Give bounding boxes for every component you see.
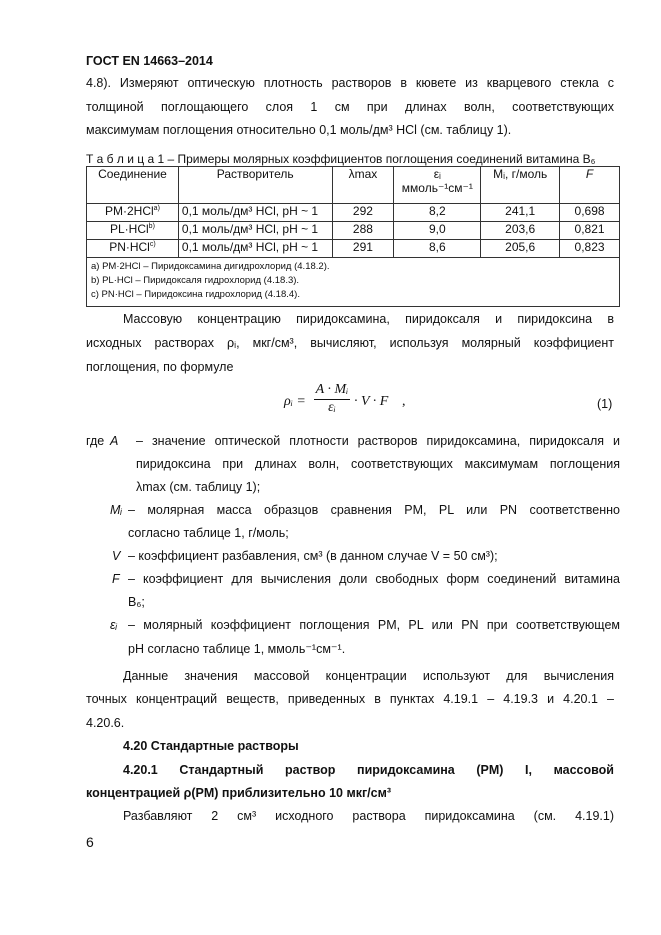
def-v-line-1: – коэффициент разбавления, см³ (в данном случае V = 50 см³); (128, 549, 498, 563)
def-a-line-2: пиридоксина при длинах волн, соответствующих максимумам поглощения (136, 457, 620, 471)
equation-number: (1) (597, 397, 613, 411)
intro-line-2: толщиной поглощающего слоя 1 см при длинах волн, соответствующих (86, 100, 614, 114)
formula-lhs: ρᵢ = (284, 394, 306, 409)
para2-line-1: Данные значения массовой концентрации используют для вычисления (123, 669, 614, 683)
cell-epsilon: 8,2 (394, 204, 481, 222)
footnote-c: c) PN·HCl – Пиридоксина гидрохлорид (4.18.4). (91, 289, 300, 300)
def-f-line-2: B₆; (128, 595, 145, 609)
cell-molar-mass: 205,6 (481, 240, 560, 258)
section-heading: 4.20 Стандартные растворы (123, 739, 299, 753)
table-row (87, 222, 620, 240)
footnote-a: a) PM·2HCl – Пиридоксамина дигидрохлорид (4.18.2). (91, 261, 330, 272)
absorption-table (86, 166, 620, 307)
document-header: ГОСТ EN 14663–2014 (86, 54, 213, 68)
table-row (87, 240, 620, 258)
formula-rest: · V · F (354, 394, 389, 409)
cell-molar-mass: 241,1 (481, 204, 560, 222)
formula-fraction (314, 382, 350, 416)
cell-molar-mass: 203,6 (481, 222, 560, 240)
cell-compound: PL·HCl$^{b)}$ (87, 222, 179, 240)
def-m-line-1: – молярная масса образцов сравнения PM, PL или PN соответственно (128, 503, 620, 517)
table-header-row (87, 167, 620, 204)
cell-compound: PN·HCl$^{c)}$ (87, 240, 179, 258)
col-header-molar-mass: Mᵢ, г/моль (481, 167, 560, 204)
col-header-factor: F (560, 167, 620, 204)
para2-line-3: 4.20.6. (86, 716, 125, 730)
cell-lambda: 292 (332, 204, 394, 222)
para2-line-2: точных концентраций веществ, приведенных в пунктах 4.19.1 – 4.19.3 и 4.20.1 – (86, 692, 614, 706)
where-label: где (86, 434, 105, 448)
formula-numerator: A · Mᵢ (314, 382, 350, 400)
def-symbol-m: Mᵢ (110, 503, 122, 517)
def-eps-line-1: – молярный коэффициент поглощения PM, PL или PN при соответствующем (128, 618, 620, 632)
def-symbol-eps: εᵢ (110, 618, 118, 632)
cell-epsilon: 8,6 (394, 240, 481, 258)
def-f-line-1: – коэффициент для вычисления доли свободных форм соединений витамина (128, 572, 620, 586)
def-a-line-3: λmax (см. таблицу 1); (136, 480, 261, 494)
para1-line-3: поглощения, по формуле (86, 360, 234, 374)
table-footnotes (87, 258, 620, 307)
def-a-line-1: – значение оптической плотности растворов пиридоксамина, пиридоксаля и (136, 434, 620, 448)
table-row (87, 204, 620, 222)
def-eps-line-2: pH согласно таблице 1, ммоль⁻¹см⁻¹. (128, 642, 346, 656)
subsection-heading-line-2: концентрацией ρ(PM) приблизительно 10 мкг/см³ (86, 786, 392, 800)
page-number: 6 (86, 834, 94, 850)
intro-line-3: максимумам поглощения относительно 0,1 моль/дм³ HCl (см. таблицу 1). (86, 123, 512, 137)
cell-factor: 0,821 (560, 222, 620, 240)
col-header-epsilon: εᵢ ммоль⁻¹см⁻¹ (394, 167, 481, 204)
cell-factor: 0,823 (560, 240, 620, 258)
cell-solvent: 0,1 моль/дм³ HCl, pH ~ 1 (178, 240, 332, 258)
formula-1 (284, 382, 424, 426)
para1-line-1: Массовую концентрацию пиридоксамина, пиридоксаля и пиридоксина в (123, 312, 614, 326)
col-header-solvent: Растворитель (178, 167, 332, 204)
formula-comma: , (402, 394, 406, 409)
table-caption: Т а б л и ц а 1 – Примеры молярных коэффициентов поглощения соединений витамина B₆ (86, 152, 596, 166)
def-m-line-2: согласно таблице 1, г/моль; (128, 526, 289, 540)
col-header-compound: Соединение (87, 167, 179, 204)
cell-epsilon: 9,0 (394, 222, 481, 240)
cell-solvent: 0,1 моль/дм³ HCl, pH ~ 1 (178, 222, 332, 240)
cell-lambda: 291 (332, 240, 394, 258)
para1-line-2: исходных растворах ρᵢ, мкг/см³, вычисляют, используя молярный коэффициент (86, 336, 614, 350)
intro-line-1: 4.8). Измеряют оптическую плотность растворов в кювете из кварцевого стекла с (86, 76, 614, 90)
cell-solvent: 0,1 моль/дм³ HCl, pH ~ 1 (178, 204, 332, 222)
cell-compound: PM·2HCl$^{a)}$ (87, 204, 179, 222)
col-header-lambda: λmax (332, 167, 394, 204)
para3-line-1: Разбавляют 2 см³ исходного раствора пиридоксамина (см. 4.19.1) (123, 809, 614, 823)
cell-factor: 0,698 (560, 204, 620, 222)
cell-lambda: 288 (332, 222, 394, 240)
subsection-heading-line-1: 4.20.1 Стандартный раствор пиридоксамина (PM) I, массовой (123, 763, 614, 777)
formula-denominator: εᵢ (328, 400, 336, 415)
def-symbol-v: V (112, 549, 121, 563)
def-symbol-f: F (112, 572, 120, 586)
def-symbol-a: A (110, 434, 119, 448)
footnote-b: b) PL·HCl – Пиридоксаля гидрохлорид (4.18.3). (91, 275, 300, 286)
